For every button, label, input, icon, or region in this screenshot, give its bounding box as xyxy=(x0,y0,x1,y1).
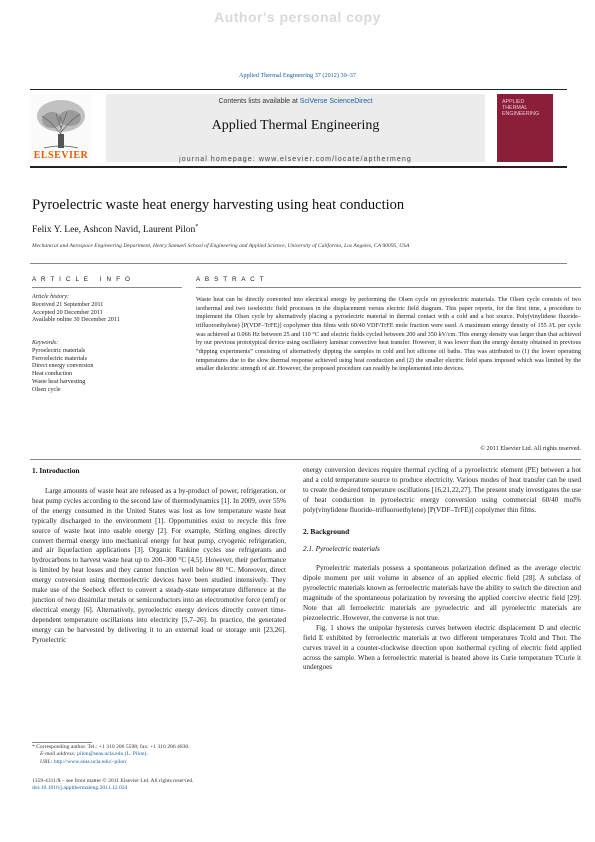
keyword: Heat conduction xyxy=(32,371,73,378)
paper-title: Pyroelectric waste heat energy harvesting using heat conduction xyxy=(32,197,405,213)
journal-citation[interactable]: Applied Thermal Engineering 37 (2012) 30–37 xyxy=(239,72,356,79)
email-link[interactable]: pilon@seas.ucla.edu (L. Pilon). xyxy=(77,751,148,758)
author-names: Felix Y. Lee, Ashcon Navid, Laurent Pilon xyxy=(32,224,196,236)
contents-prefix: Contents lists available at xyxy=(218,98,300,105)
url-note xyxy=(32,759,286,766)
keyword: Olsen cycle xyxy=(32,386,61,393)
section-heading-background: 2. Background xyxy=(303,526,350,536)
contents-line xyxy=(106,98,485,105)
article-info-heading: A R T I C L E I N F O xyxy=(32,276,132,283)
publisher-name: ELSEVIER xyxy=(33,150,89,161)
background-paragraph-1: Pyroelectric materials possess a spontaneous polarization defined as the average electric dipole moment per unit volume in absence of an applied electric field [28]. A subclass of pyroelectric materials known as ferroelectric materials have the ability to switch the direction and magnitude of the spontaneous polarization by reversing the applied coercive electric field [29]. Note that all ferroelectric materials are pyroelectric and all pyroelectric materials are piezoelectric. However, the converse is not true. xyxy=(303,564,581,622)
article-history xyxy=(32,294,182,325)
url-label: URL: xyxy=(40,758,54,765)
article-info-rule xyxy=(32,287,182,288)
footnotes xyxy=(32,744,286,766)
abstract-heading: A B S T R A C T xyxy=(196,276,266,283)
subsection-heading-pyroelectric: 2.1. Pyroelectric materials xyxy=(303,545,380,554)
cover-line-2: THERMAL xyxy=(502,105,528,112)
cover-line-3: ENGINEERING xyxy=(502,111,540,118)
introduction-continuation: energy conversion devices require thermal cycling of a pyroelectric element (PE) between a hot and a cold temperature source to produce electricity. Various modes of heat transfer can be used to create the desired temperature oscillations [16,21,22,27]. The present study investigates the use of heat conduction in pyroelectric energy conversion using commercial 60/40 mol% poly(vinylidene fluoride–trifluoroethylene) [P(VDF–TrFE)] copolymer thin films. xyxy=(303,466,581,514)
corresponding-author-mark[interactable]: * xyxy=(195,224,199,230)
issn-line: 1359-4311/$ – see front matter © 2011 Elsevier Ltd. All rights reserved. xyxy=(32,778,194,784)
section-heading-introduction: 1. Introduction xyxy=(32,466,80,475)
history-received: Received 21 September 2011 xyxy=(32,301,104,308)
keyword: Direct energy conversion xyxy=(32,363,94,370)
keyword: Waste heat harvesting xyxy=(32,378,86,385)
keyword: Ferroelectric materials xyxy=(32,355,87,362)
journal-homepage[interactable]: journal homepage: www.elsevier.com/locate/apthermeng xyxy=(179,156,412,163)
history-online: Available online 30 December 2011 xyxy=(32,317,120,324)
doi-link[interactable]: doi:10.1016/j.applthermaleng.2011.12.034 xyxy=(32,785,128,792)
affiliation: Mechanical and Aerospace Engineering Department, Henry Samueli School of Engineering and Applied Science, University of California, Los Angeles, CA 90095, USA xyxy=(32,243,410,249)
abstract-bottom-rule xyxy=(30,459,581,460)
header-top-rule xyxy=(30,89,567,90)
cover-title xyxy=(502,99,550,118)
journal-title: Applied Thermal Engineering xyxy=(211,118,380,133)
introduction-body xyxy=(32,487,286,646)
abstract-rule xyxy=(196,287,581,288)
history-accepted: Accepted 20 December 2011 xyxy=(32,309,103,316)
corresponding-author-note: * Corresponding author. Tel.: +1 310 206 5598; fax: +1 310 206 4830. xyxy=(32,744,190,750)
abstract-text: Waste heat can be directly converted into electrical energy by performing the Olsen cycle on pyroelectric materials. The Olsen cycle consists of two isothermal and two isoelectric field processes in the displacement versus electric field diagram. This paper reports, for the first time, a procedure to implement the Olsen cycle by alternatively placing a pyroelectric material in thermal contact with a cold and a hot source. Poly(vinylidene fluoride–trifluoroethylene) [P(VDF–TrFE)] copolymer thin films with 60/40 VDF/TrFE mole fraction were used. A maximum energy density of 155 J/L per cycle was achieved at 0.066 Hz between 25 and 110 °C and electric fields cycled between 200 and 350 kV/cm. This energy density was larger than that achieved by our previous prototypical device using oscillatory laminar convective heat transfer. However, it was lower than the energy density obtained in previous “dipping experiments” consisting of alternatively dipping the samples in cold and hot silicone oil baths. This was attributed to (1) the lower operating temperatures due to the slow thermal response achieved using heat conduction and (2) the smaller electric field spans imposed which was limited by the smaller dielectric strength of air. However, the proposed procedure can readily be implemented into devices. xyxy=(196,296,581,373)
email-note xyxy=(32,751,286,758)
abstract-copyright: © 2011 Elsevier Ltd. All rights reserved. xyxy=(480,445,581,452)
history-label: Article history: xyxy=(32,294,70,300)
email-label: E-mail address: xyxy=(40,751,78,758)
background-paragraph-2: Fig. 1 shows the unipolar hysteresis curves between electric displacement D and electric field E exhibited by ferroelectric materials at two different temperatures Tcold and Thot. The curves travel in a counter-clockwise direction upon isothermal cycling of electric field applied across the sample. When a ferroelectric material is heated above its Curie temperature TCurie it undergoes xyxy=(303,623,581,672)
keyword: Pyroelectric materials xyxy=(32,347,86,354)
title-rule xyxy=(30,263,567,264)
introduction-paragraph: Large amounts of waste heat are released as a by-product of power, refrigeration, or heat pump cycles according to the second law of thermodynamics [1]. In 2009, over 55% of the energy consumed in the United States was lost as low temperature waste heat typically discharged to the environment [1]. Opportunities exist to recycle this free source of waste heat into usable energy [2]. For example, Stirling engines directly convert thermal energy into mechanical energy for heat pump, cryogenic refrigeration, and air liquefaction applications [3]. Organic Rankine cycles use refrigerants and hydrocarbons to harvest waste heat up to 200–300 °C [4,5]. However, their performance is limited by heat losses and they cannot function well below 80 °C. Moreover, direct energy conversion using thermoelectric devices have been studied intensively. They make use of the Seebeck effect to convert a steady-state temperature difference at the junction of two dissimilar metals or semiconductors into an electromotive force (emf) or electrical energy [6]. Alternatively, pyroelectric energy devices directly convert time-dependent temperature oscillations into electricity [5,7–26]. In practice, the generated energy can be harvested by delivering it to an external load or storage unit [23,26]. Pyroelectric xyxy=(32,487,286,644)
header-bottom-rule xyxy=(30,166,567,168)
keywords xyxy=(32,340,182,395)
right-column xyxy=(303,466,581,673)
homepage-link[interactable]: http://www.seas.ucla.edu/~pilon xyxy=(53,758,126,765)
sciencedirect-link[interactable]: SciVerse ScienceDirect xyxy=(299,98,373,105)
footnote-rule xyxy=(32,742,92,743)
cover-line-1: APPLIED xyxy=(502,99,525,105)
watermark: Author's personal copy xyxy=(214,9,381,25)
issn-doi xyxy=(32,778,332,793)
author-list xyxy=(32,224,198,235)
keywords-label: Keywords: xyxy=(32,340,59,346)
